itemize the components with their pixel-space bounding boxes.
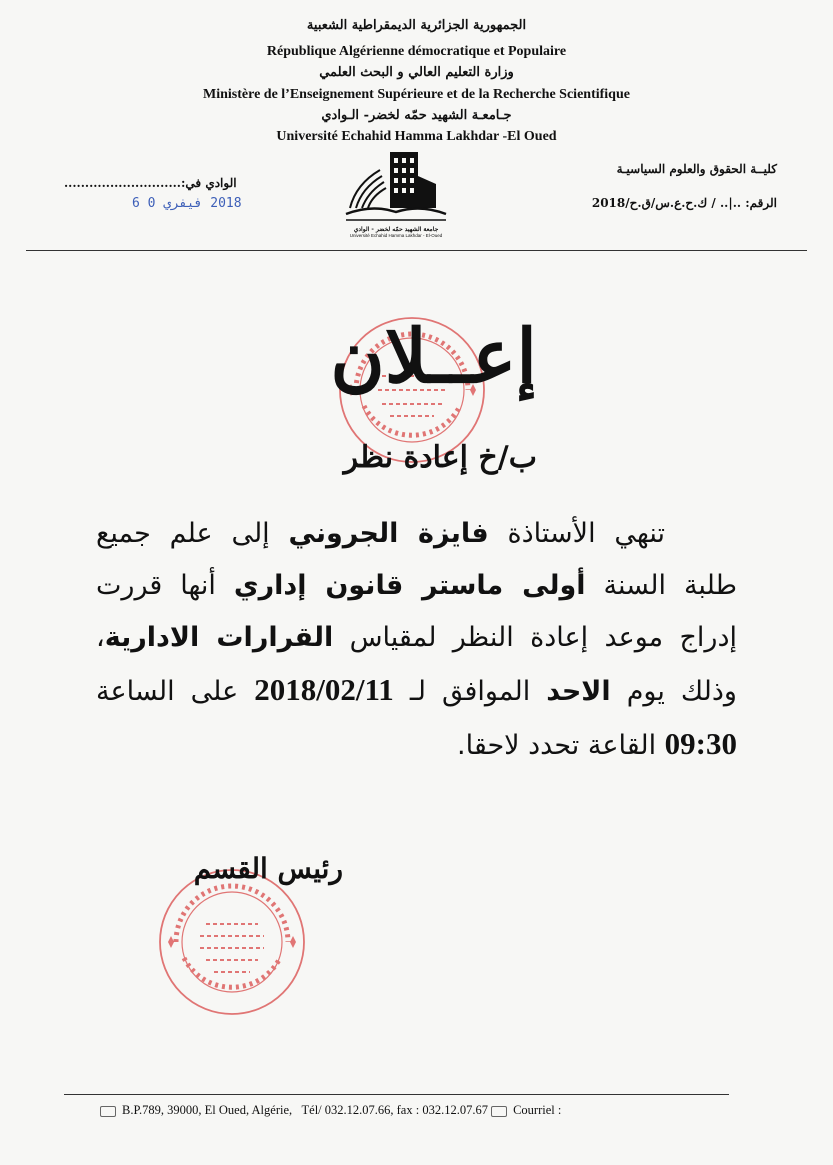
university-logo — [336, 146, 456, 236]
footer-address: B.P.789, 39000, El Oued, Algérie, — [122, 1103, 293, 1117]
module-name: القرارات الادارية — [104, 622, 334, 653]
ministry-ar: وزارة التعليم العالي و البحث العلمي — [319, 65, 514, 80]
footer-phone: Tél/ 032.12.07.66, fax : 032.12.07.67 — [301, 1103, 488, 1117]
body-text-4: ، وذلك يوم — [96, 622, 737, 707]
university-logo-icon — [336, 146, 456, 224]
body-text-1: تنهي الأستاذة — [488, 518, 665, 549]
exam-time: 09:30 — [664, 726, 737, 761]
footer-contact — [100, 1103, 561, 1118]
exam-date: 2018/02/11 — [254, 672, 394, 707]
email-icon — [491, 1106, 507, 1117]
republic-fr: République Algérienne démocratique et Populaire — [266, 44, 567, 59]
announcement-subtitle: ب/خ إعادة نظر — [343, 440, 537, 475]
announcement-title: إعــلان — [330, 314, 537, 400]
body-text-5: الموافق لـ — [393, 676, 547, 707]
announcement-body — [96, 508, 737, 772]
footer-email-label: Courriel : — [513, 1103, 562, 1117]
body-text-6: على الساعة — [96, 676, 255, 707]
phone-icon — [100, 1106, 116, 1117]
logo-caption-ar: جامعة الشهيد حمّه لخضر - الوادي — [353, 226, 439, 233]
university-ar: جـامعـة الشهيد حمّه لخضر- الـوادي — [321, 108, 512, 123]
university-fr: Université Echahid Hamma Lakhdar -El Oued — [276, 129, 557, 144]
signature-stamp-icon — [156, 866, 308, 1018]
faculty-name: كليــة الحقوق والعلوم السياسيـة — [616, 162, 777, 176]
ministry-fr: Ministère de l’Enseignement Supérieure et de la Recherche Scientifique — [203, 87, 630, 102]
republic-ar: الجمهورية الجزائرية الديمقراطية الشعبية — [306, 18, 527, 33]
teacher-name: فايزة الجروني — [288, 518, 489, 549]
place-date-label: الوادي في:............................ — [64, 176, 237, 190]
signature-title: رئيس القسم — [193, 852, 343, 885]
body-text-2: إلى علم جميع طلبة السنة — [96, 518, 737, 601]
body-text-7: القاعة تحدد لاحقا. — [457, 730, 665, 761]
body-text-3: أنها قررت إدراج موعد إعادة النظر لمقياس — [96, 570, 737, 653]
student-level: أولى ماستر قانون إداري — [233, 570, 586, 601]
logo-caption-fr: Université Echahid Hamma Lakhdar - El-Oued — [349, 233, 443, 238]
header-divider — [26, 250, 807, 251]
reference-number: الرقم: ..|.. / ك.ح.ع.س/ق.ح/2018 — [591, 196, 777, 210]
exam-day: الاحد — [546, 676, 611, 707]
date-stamp: 2018 فيفري 0 6 — [132, 196, 242, 211]
footer-divider — [64, 1094, 729, 1095]
